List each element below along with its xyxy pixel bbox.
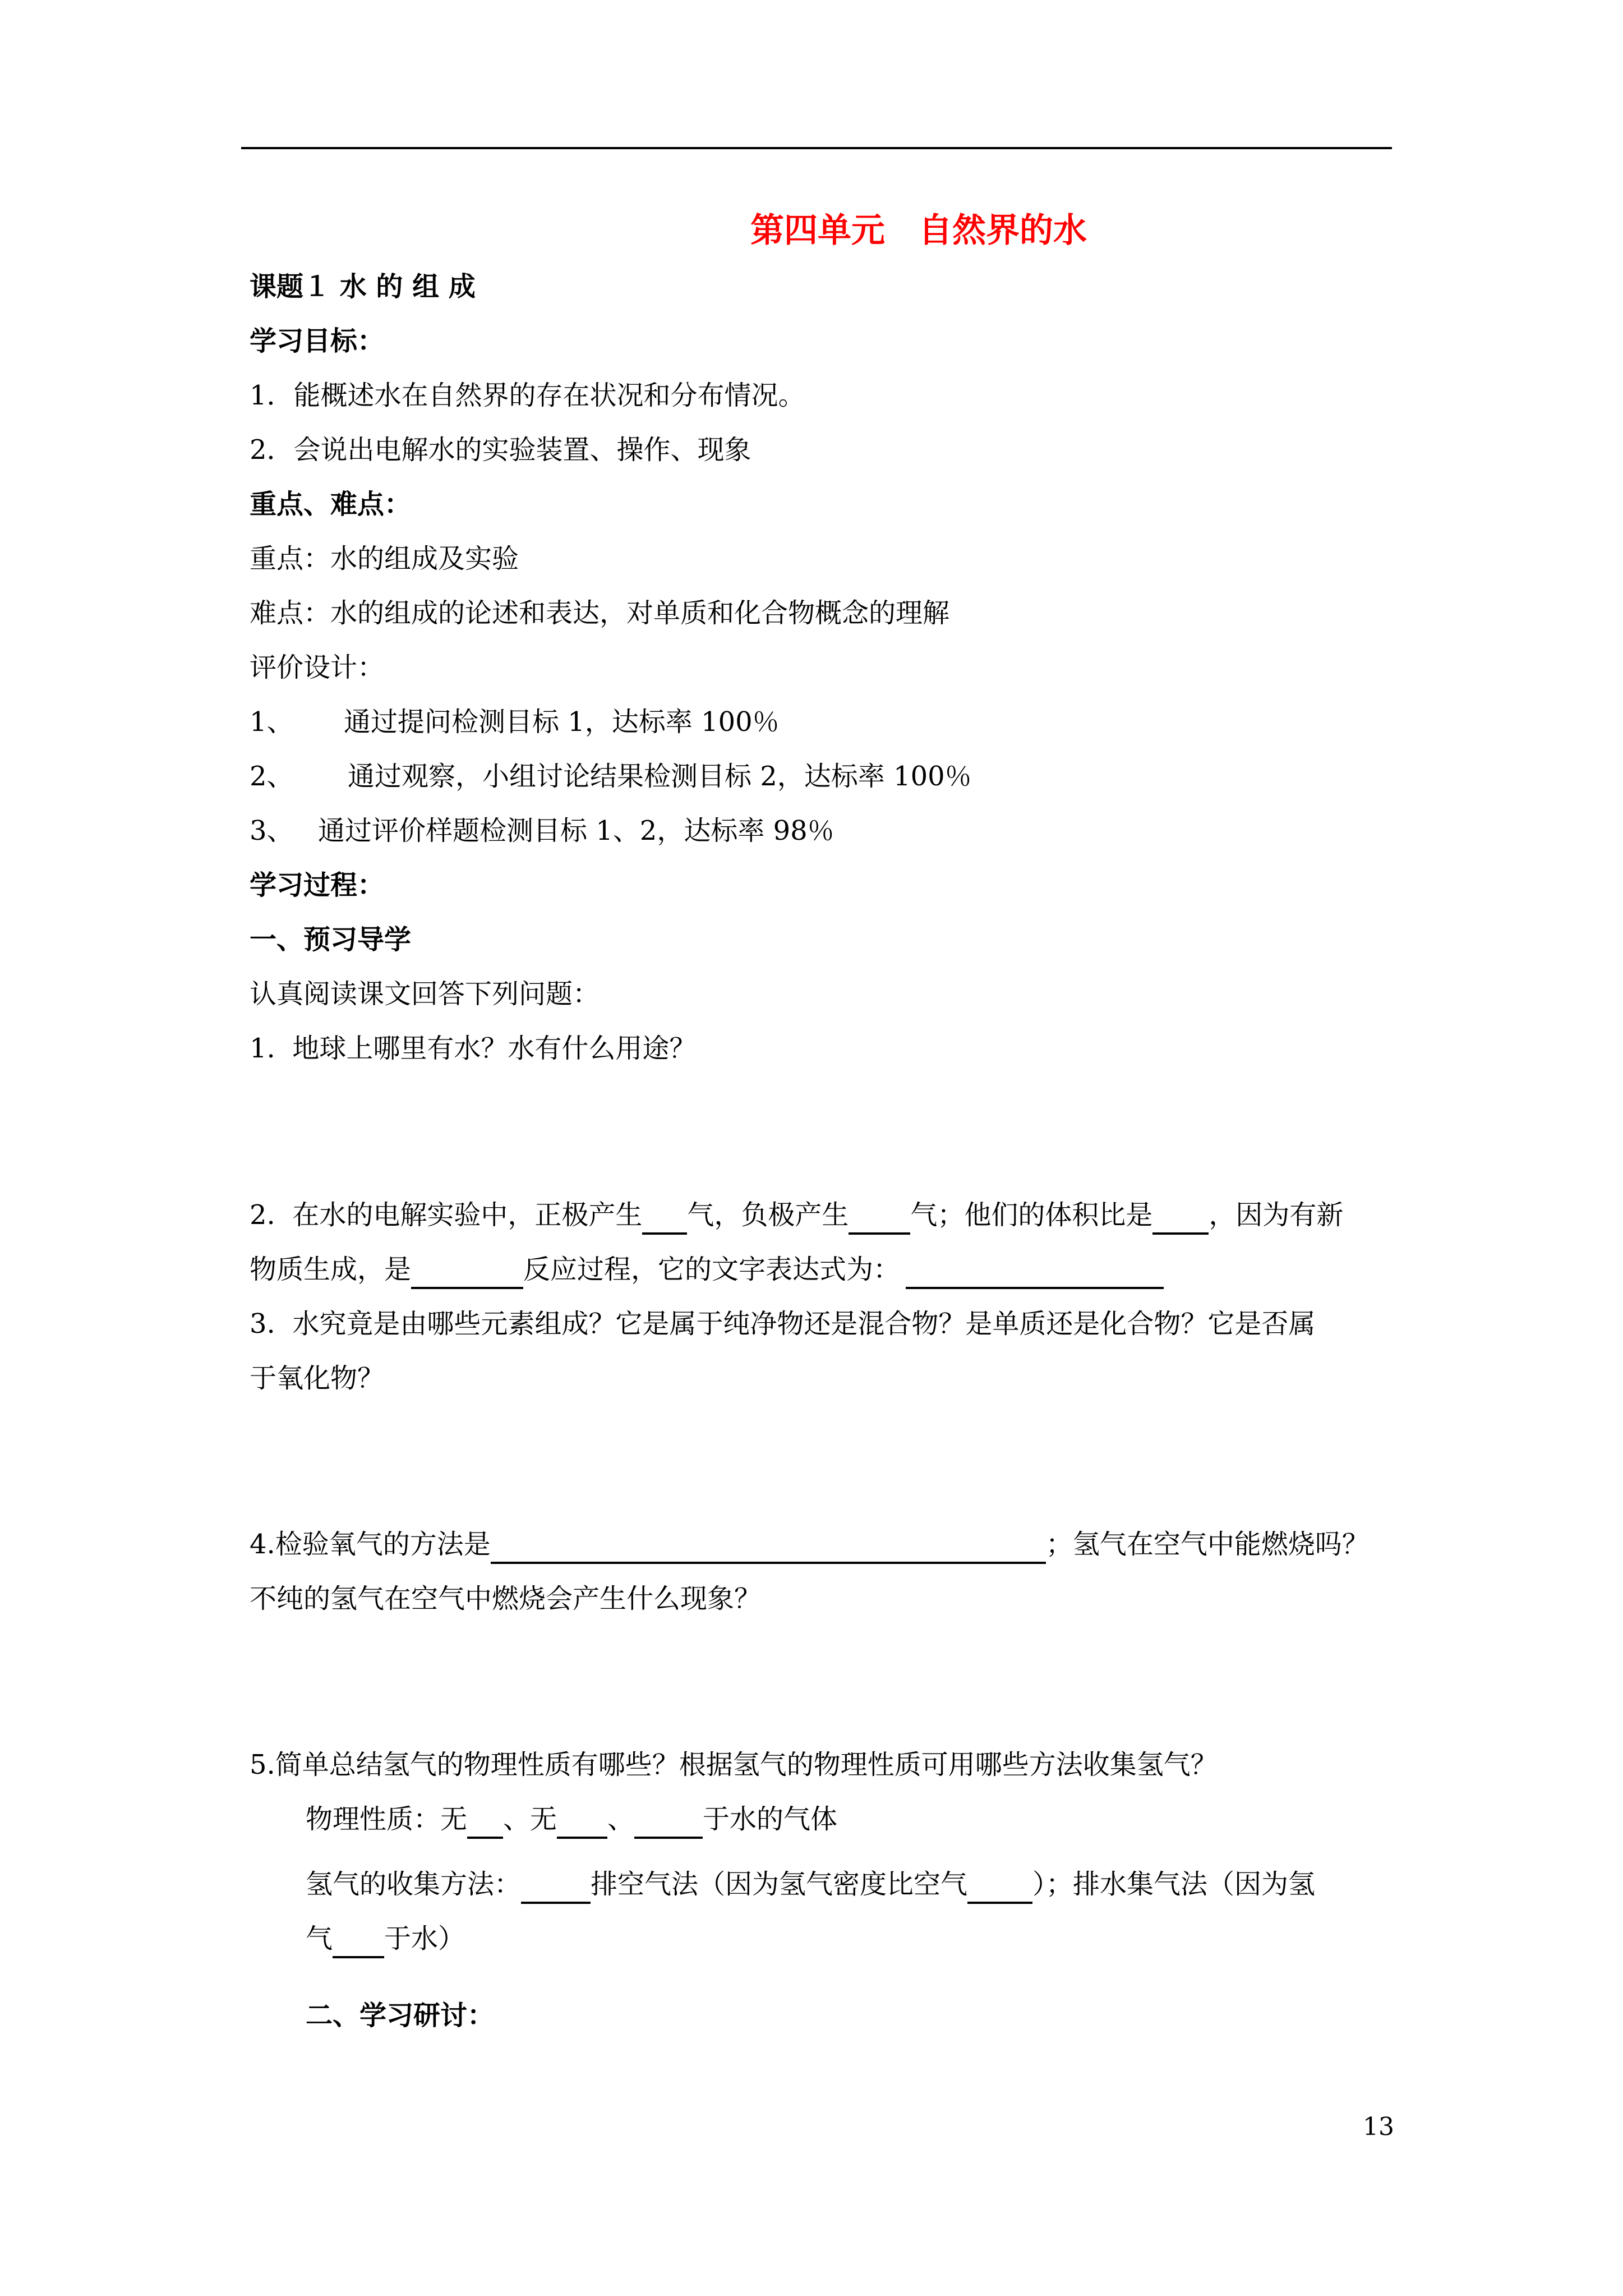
- section-heading: 二、学习研讨：: [306, 2000, 495, 2031]
- answer-blank[interactable]: [967, 1872, 1032, 1904]
- header-rule: [241, 147, 1392, 149]
- key-point: 重点：水的组成及实验: [250, 543, 519, 574]
- answer-blank[interactable]: [906, 1258, 1164, 1289]
- evaluation-heading: 评价设计：: [250, 652, 385, 683]
- answer-blank[interactable]: [634, 1807, 703, 1839]
- evaluation-text: 通过评价样题检测目标 1、2，达标率 98％: [318, 815, 834, 846]
- evaluation-number: 2、: [250, 761, 294, 792]
- question-2-line-1: 2. 在水的电解实验中，正极产生 气，负极产生 气；他们的体积比是 ，因为有新: [250, 1195, 1343, 1235]
- physical-properties-line: 物理性质：无 、无 、 于水的气体: [306, 1800, 837, 1839]
- process-heading: 学习过程：: [250, 869, 385, 901]
- evaluation-text: 通过提问检测目标 1，达标率 100％: [344, 706, 780, 738]
- evaluation-item: [250, 757, 972, 796]
- keypoints-heading: 重点、难点：: [250, 489, 412, 520]
- evaluation-text: 通过观察，小组讨论结果检测目标 2，达标率 100％: [348, 761, 972, 792]
- unit-title: 第四单元 自然界的水: [750, 211, 1087, 250]
- evaluation-item: [250, 702, 780, 742]
- question-4-line-1: 4.检验氧气的方法是 ；氢气在空气中能燃烧吗？: [250, 1525, 1369, 1564]
- evaluation-number: 1、: [250, 706, 294, 738]
- objective-item: 1．能概述水在自然界的存在状况和分布情况。: [250, 380, 805, 411]
- question-4-line-2: 不纯的氢气在空气中燃烧会产生什么现象？: [250, 1583, 762, 1614]
- evaluation-item: [250, 811, 834, 850]
- answer-blank[interactable]: [333, 1927, 384, 1958]
- objectives-heading: 学习目标：: [250, 325, 385, 357]
- difficult-point: 难点：水的组成的论述和表达，对单质和化合物概念的理解: [250, 597, 950, 629]
- question-5: 5.简单总结氢气的物理性质有哪些？根据氢气的物理性质可用哪些方法收集氢气？: [250, 1749, 1218, 1780]
- objective-item: 2．会说出电解水的实验装置、操作、现象: [250, 434, 751, 466]
- section-heading: 一、预习导学: [250, 924, 412, 955]
- collection-method-line-2: 气 于水）: [306, 1919, 465, 1958]
- answer-blank[interactable]: [1152, 1203, 1209, 1235]
- question-3-line-1: 3. 水究竟是由哪些元素组成？它是属于纯净物还是混合物？是单质还是化合物？它是否属: [250, 1308, 1316, 1340]
- answer-blank[interactable]: [411, 1258, 523, 1289]
- collection-method-line-1: 氢气的收集方法： 排空气法（因为氢气密度比空气 ）；排水集气法（因为氢: [306, 1865, 1315, 1904]
- lesson-title: 课题１ 水 的 组 成: [250, 271, 476, 302]
- evaluation-number: 3、: [250, 815, 294, 846]
- answer-blank[interactable]: [491, 1533, 1046, 1564]
- answer-blank[interactable]: [642, 1203, 687, 1235]
- instruction-text: 认真阅读课文回答下列问题：: [250, 978, 600, 1010]
- answer-blank[interactable]: [467, 1807, 503, 1839]
- answer-blank[interactable]: [557, 1807, 607, 1839]
- question-2-line-2: 物质生成，是 反应过程，它的文字表达式为：: [250, 1250, 1164, 1289]
- answer-blank[interactable]: [849, 1203, 910, 1235]
- question-1: 1. 地球上哪里有水？水有什么用途？: [250, 1033, 697, 1064]
- question-3-line-2: 于氧化物？: [250, 1363, 385, 1394]
- answer-blank[interactable]: [521, 1872, 591, 1904]
- page-number: 13: [1363, 2113, 1394, 2141]
